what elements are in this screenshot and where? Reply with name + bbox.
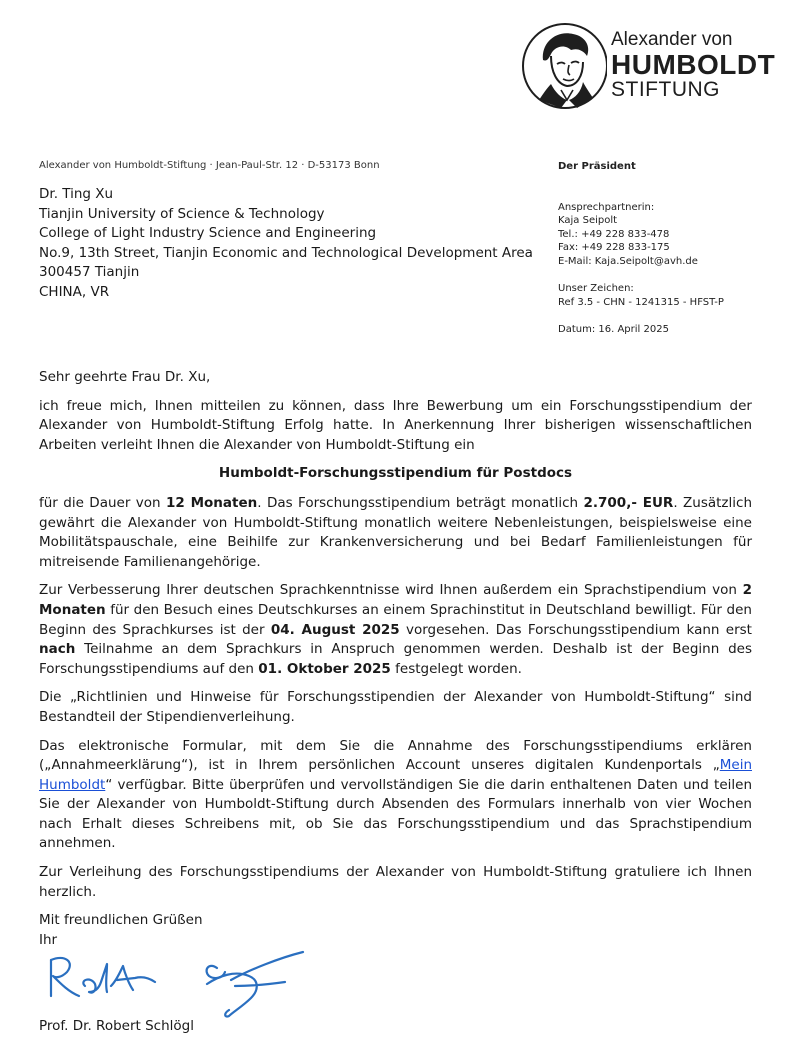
contact-label: Ansprechpartnerin:: [558, 201, 655, 213]
salutation: Sehr geehrte Frau Dr. Xu,: [39, 369, 211, 385]
award-title: Humboldt-Forschungsstipendium für Postdocs: [218, 465, 573, 482]
paragraph-3: Zur Verbesserung Ihrer deutschen Sprachkenntnisse wird Ihnen außerdem ein Sprachstipendium von 2 Monaten für den Besuch eines Deutschkurses an einem Sprachinstitut in Deutschland bewilligt. Für den Beginn des Sprachkurses ist der 04. August 2025 vorgesehen. Das Forschungsstipendium kann erst nach Teilnahme an dem Sprachkurs in Anspruch genommen werden. Deshalb ist der Beginn des Forschungsstipendiums auf den 01. Oktober 2025 festgelegt worden.: [39, 582, 752, 677]
contact-name: Kaja Seipolt: [558, 215, 618, 226]
paragraph-5: Das elektronische Formular, mit dem Sie die Annahme des Forschungsstipendiums erklären („Annahmeerklärung“), ist in Ihrem persönlichen Account unseres digitalen Kundenportals „Mein Humboldt“ verfügbar. Bitte überprüfen und vervollständigen Sie die darin enthaltenen Daten und teilen Sie der Alexander von Humboldt-Stiftung durch Absenden des Formulars innerhalb von vier Wochen nach Erhalt dieses Schreibens mit, ob Sie das Forschungsstipendium und das Sprachstipendium annehmen.: [39, 737, 752, 852]
reference-label: Unser Zeichen:: [558, 283, 634, 294]
recipient-address: [39, 185, 533, 303]
reference-number: Ref 3.5 - CHN - 1241315 - HFST-P: [558, 296, 724, 308]
stipend-amount: 2.700,- EUR: [583, 494, 674, 511]
logo-wordmark: [611, 30, 775, 100]
signer-name: Prof. Dr. Robert Schlögl: [39, 1018, 194, 1034]
closing-greeting: Mit freundlichen Grüßen: [39, 912, 203, 929]
recipient-college: College of Light Industry Science and Engineering: [39, 225, 377, 242]
course-start-date: 04. August 2025: [270, 621, 400, 638]
handwritten-signature: [39, 940, 319, 1020]
paragraph-2: für die Dauer von 12 Monaten. Das Forschungsstipendium beträgt monatlich 2.700,- EUR. Zusätzlich gewährt die Alexander von Humboldt-Stiftung monatlich weitere Nebenleistungen, beispielsweise eine Mobilitätspauschale, eine Beihilfe zur Krankenversicherung und bei Bedarf Familienleistungen für mitreisende Familienangehörige.: [39, 494, 752, 570]
sender-title: Der Präsident: [558, 161, 636, 172]
sender-info-block: [558, 160, 758, 337]
stipend-start-date: 01. Oktober 2025: [258, 660, 391, 677]
sender-address-line: Alexander von Humboldt-Stiftung · Jean-Paul-Str. 12 · D-53173 Bonn: [39, 160, 380, 171]
recipient-postal-city: 300457 Tianjin: [39, 264, 140, 281]
language-duration: 2 Monaten: [39, 582, 752, 618]
closing-ihr: Ihr: [39, 931, 58, 948]
paragraph-4: Die „Richtlinien und Hinweise für Forschungsstipendien der Alexander von Humboldt-Stiftung“ sind Bestandteil der Stipendienverleihung.: [39, 689, 752, 725]
logo-line-3: STIFTUNG: [611, 78, 720, 101]
letter-date: Datum: 16. April 2025: [558, 324, 669, 335]
mein-humboldt-link[interactable]: Mein Humboldt: [39, 757, 752, 793]
humboldt-portrait-icon: [521, 20, 607, 110]
letter-body: [39, 368, 752, 950]
recipient-name: Dr. Ting Xu: [39, 186, 114, 202]
logo-line-2: HUMBOLDT: [611, 49, 776, 80]
contact-fax: Fax: +49 228 833-175: [558, 242, 670, 253]
paragraph-1: ich freue mich, Ihnen mitteilen zu können, dass Ihre Bewerbung um ein Forschungsstipendium der Alexander von Humboldt-Stiftung Erfolg hatte. In Anerkennung Ihrer bisherigen wissenschaftlichen Arbeiten verleiht Ihnen die Alexander von Humboldt-Stiftung ein: [39, 397, 752, 453]
contact-email: E-Mail: Kaja.Seipolt@avh.de: [558, 255, 698, 267]
recipient-country: CHINA, VR: [39, 283, 110, 300]
recipient-university: Tianjin University of Science & Technology: [39, 205, 325, 222]
recipient-street: No.9, 13th Street, Tianjin Economic and Technological Development Area: [39, 244, 533, 261]
logo-line-1: Alexander von: [611, 29, 733, 50]
paragraph-6: Zur Verleihung des Forschungsstipendiums der Alexander von Humboldt-Stiftung gratuliere ich Ihnen herzlich.: [39, 864, 752, 900]
humboldt-logo: [521, 20, 776, 110]
duration-value: 12 Monaten: [166, 494, 258, 511]
contact-phone: Tel.: +49 228 833-478: [558, 228, 670, 240]
